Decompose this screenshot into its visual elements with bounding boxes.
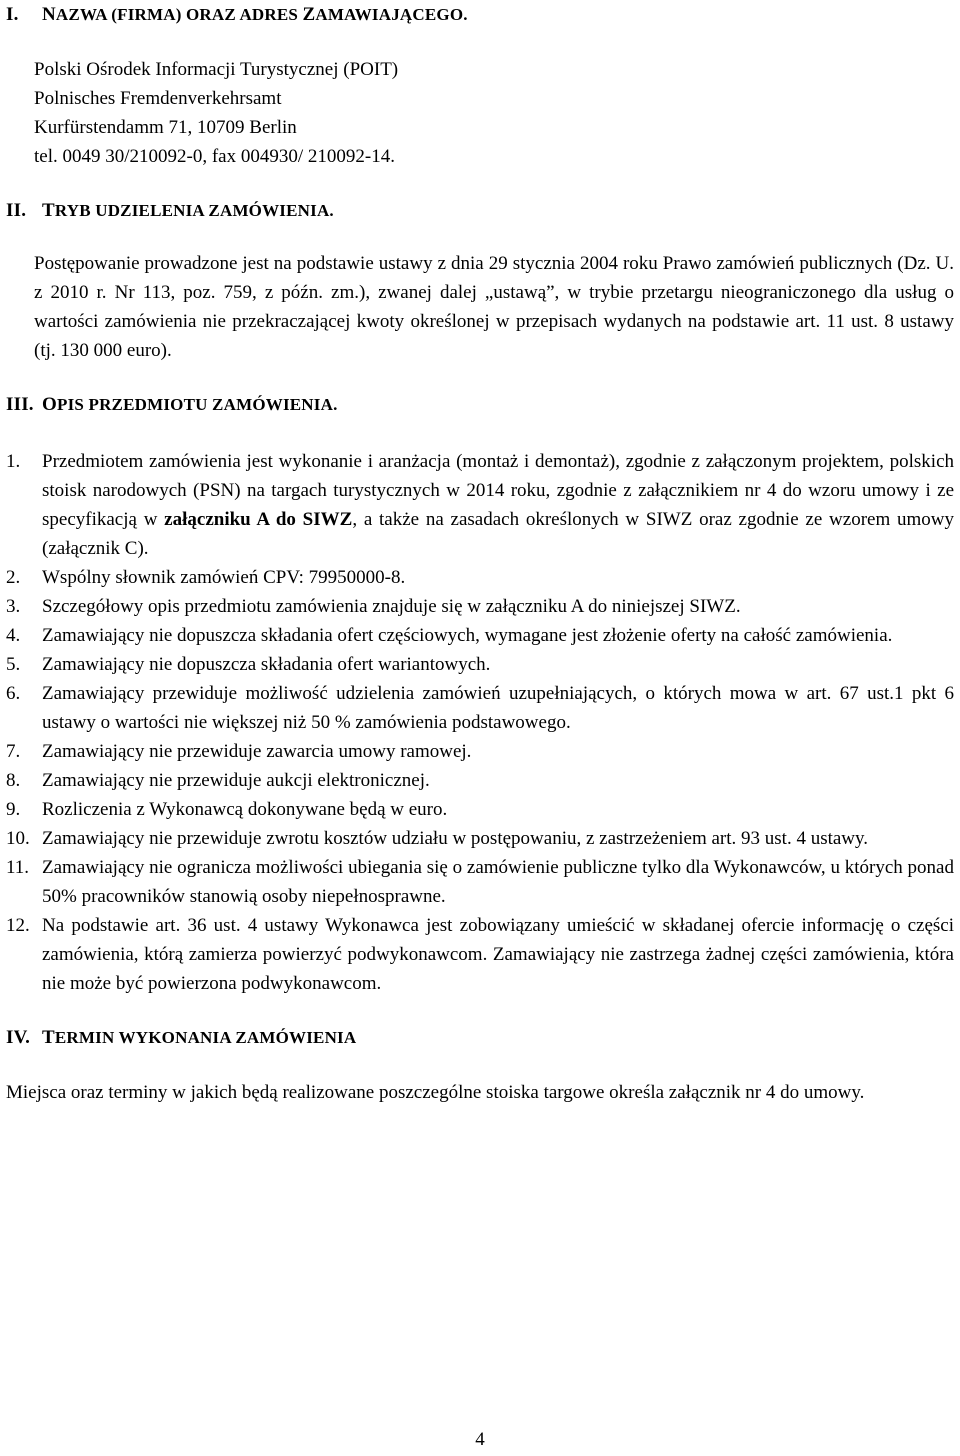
subject-items-list (6, 447, 954, 998)
list-item (6, 679, 954, 737)
list-item-text: , a także na zasadach określonych w SIWZ oraz zgodnie ze wzorem umowy (załącznik C). (42, 509, 954, 559)
list-item-bold-text: załączniku A do SIWZ (164, 509, 353, 530)
org-name: Polski Ośrodek Informacji Turystycznej (POIT) (34, 59, 399, 80)
list-item-number: 8. (6, 770, 21, 791)
section-1-heading: I. NAZWA (FIRMA) ORAZ ADRES ZAMAWIAJĄCEGO. (6, 0, 954, 29)
org-name-de: Polnisches Fremdenverkehrsamt (34, 88, 282, 109)
list-item-number: 7. (6, 741, 21, 762)
list-item-text: Zamawiający nie dopuszcza składania ofert częściowych, wymagane jest złożenie oferty na całość zamówienia. (42, 625, 893, 646)
page-number: 4 (475, 1429, 485, 1450)
term-text: Miejsca oraz terminy w jakich będą realizowane poszczególne stoiska targowe określa załącznik nr 4 do umowy. (6, 1082, 865, 1103)
list-item-number: 2. (6, 567, 21, 588)
list-item-text: Szczegółowy opis przedmiotu zamówienia znajduje się w załączniku A do niniejszej SIWZ. (42, 596, 741, 617)
section-4-number: IV. (6, 1027, 31, 1048)
list-item (6, 795, 954, 824)
list-item-text: Rozliczenia z Wykonawcą dokonywane będą w euro. (42, 799, 448, 820)
list-item (6, 853, 954, 911)
section-2-heading: II. TRYB UDZIELENIA ZAMÓWIENIA. (6, 196, 954, 225)
list-item (6, 650, 954, 679)
list-item-text: Na podstawie art. 36 ust. 4 ustawy Wykonawca jest zobowiązany umieścić w składanej ofercie informację o części zamówienia, którą zamierza powierzyć podwykonawcom. Zamawiający nie zastrzega żadnej części zamówienia, która nie może być powierzona podwykonawcom. (42, 915, 954, 994)
list-item-text: Zamawiający przewiduje możliwość udzielenia zamówień uzupełniających, o których mowa w art. 67 ust.1 pkt 6 ustawy o wartości nie większej niż 50 % zamówienia podstawowego. (42, 683, 954, 733)
list-item-number: 3. (6, 596, 21, 617)
list-item-number: 12. (6, 915, 30, 936)
list-item-number: 5. (6, 654, 21, 675)
list-item (6, 824, 954, 853)
section-2-number: II. (6, 200, 27, 221)
list-item-text: Wspólny słownik zamówień CPV: 79950000-8. (42, 567, 406, 588)
section-1-number: I. (6, 4, 19, 25)
section-4-heading: IV. TERMIN WYKONANIA ZAMÓWIENIA (6, 1023, 954, 1052)
list-item (6, 621, 954, 650)
list-item (6, 563, 954, 592)
list-item-text: Zamawiający nie przewiduje zawarcia umowy ramowej. (42, 741, 472, 762)
list-item (6, 737, 954, 766)
org-phone: tel. 0049 30/210092-0, fax 004930/ 210092-14. (34, 146, 395, 167)
list-item-number: 6. (6, 683, 21, 704)
list-item-number: 4. (6, 625, 21, 646)
list-item-text: Zamawiający nie przewiduje zwrotu kosztów udziału w postępowaniu, z zastrzeżeniem art. 93 ust. 4 ustawy. (42, 828, 869, 849)
list-item-number: 1. (6, 451, 21, 472)
section-3-heading: III. OPIS PRZEDMIOTU ZAMÓWIENIA. (6, 390, 954, 419)
list-item-text: Zamawiający nie dopuszcza składania ofert wariantowych. (42, 654, 491, 675)
list-item (6, 766, 954, 795)
list-item-number: 10. (6, 828, 30, 849)
org-address: Kurfürstendamm 71, 10709 Berlin (34, 117, 297, 138)
list-item (6, 911, 954, 998)
list-item-text: Zamawiający nie ogranicza możliwości ubiegania się o zamówienie publiczne tylko dla Wykonawców, u których ponad 50% pracowników stanowią osoby niepełnosprawne. (42, 857, 954, 907)
list-item-number: 11. (6, 857, 30, 878)
list-item-number: 9. (6, 799, 21, 820)
procedure-text: Postępowanie prowadzone jest na podstawie ustawy z dnia 29 stycznia 2004 roku Prawo zamówień publicznych (Dz. U. z 2010 r. Nr 113, poz. 759, z późn. zm.), zwanej dalej „ustawą”, w trybie przetargu nieograniczonego dla usług o wartości zamówienia nie przekraczającej kwoty określonej w przepisach wydanych na podstawie art. 11 ust. 8 ustawy (tj. 130 000 euro). (34, 253, 954, 361)
list-item (6, 592, 954, 621)
list-item (6, 447, 954, 563)
list-item-text: Przedmiotem zamówienia jest wykonanie i aranżacja (montaż i demontaż), zgodnie z załączonym projektem, polskich stoisk narodowych (PSN) na targach turystycznych w 2014 roku, zgodnie z załącznikiem nr 4 do wzoru umowy i ze specyfikacją w (42, 451, 954, 530)
list-item-text: Zamawiający nie przewiduje aukcji elektronicznej. (42, 770, 430, 791)
section-3-number: III. (6, 394, 34, 415)
contracting-authority-block (6, 55, 954, 171)
